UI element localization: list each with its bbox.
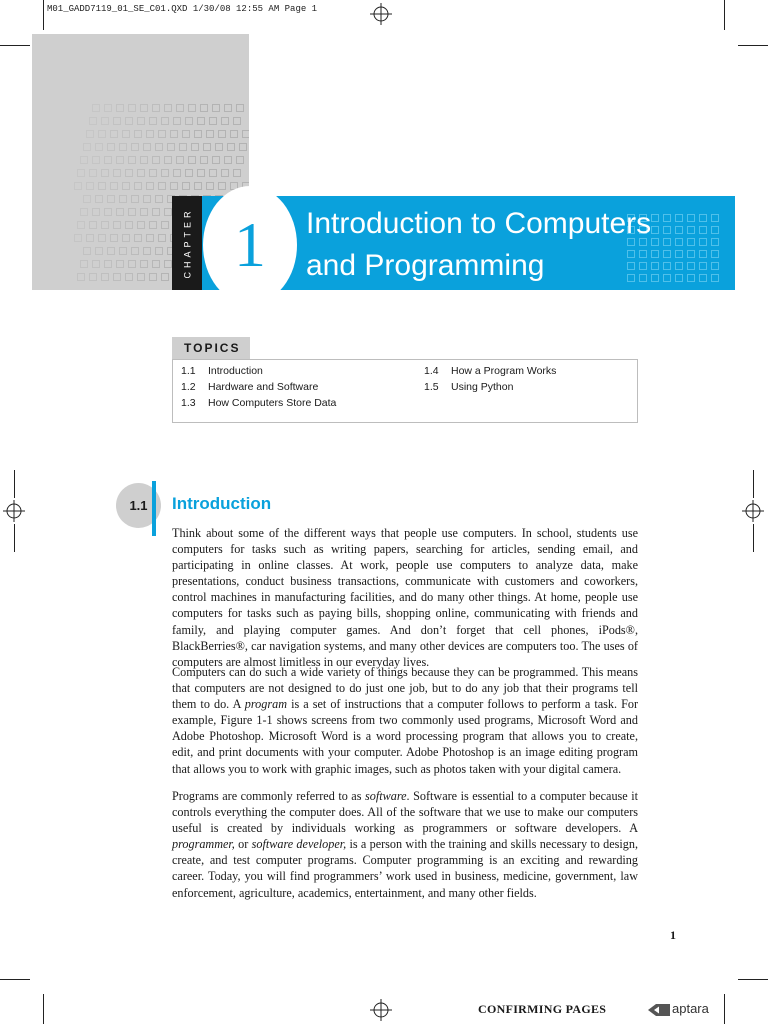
decorative-square <box>104 104 112 112</box>
chapter-title-line-1: Introduction to Computers <box>306 207 652 240</box>
decorative-square <box>218 130 226 138</box>
aptara-brand: aptara <box>672 1001 709 1016</box>
decorative-square <box>182 182 190 190</box>
decorative-square <box>146 234 154 242</box>
decorative-square <box>113 169 121 177</box>
decorative-square <box>152 208 160 216</box>
decorative-square <box>158 182 166 190</box>
decorative-square <box>236 104 244 112</box>
decorative-square <box>89 169 97 177</box>
decorative-square <box>134 234 142 242</box>
decorative-square <box>203 143 211 151</box>
decorative-square <box>80 208 88 216</box>
decorative-square <box>125 169 133 177</box>
decorative-square <box>146 182 154 190</box>
decorative-square <box>227 143 235 151</box>
decorative-square <box>116 260 124 268</box>
decorative-square <box>206 130 214 138</box>
crop-mark <box>14 470 15 498</box>
decorative-square <box>128 208 136 216</box>
decorative-square <box>134 130 142 138</box>
decorative-square <box>101 273 109 281</box>
decorative-square <box>122 182 130 190</box>
decorative-square <box>92 156 100 164</box>
decorative-square <box>152 104 160 112</box>
decorative-square <box>104 208 112 216</box>
decorative-square <box>137 169 145 177</box>
decorative-square <box>113 221 121 229</box>
decorative-square <box>188 156 196 164</box>
decorative-square <box>143 195 151 203</box>
decorative-square <box>137 117 145 125</box>
decorative-square <box>236 156 244 164</box>
section-accent-bar <box>152 481 156 536</box>
printer-slug: M01_GADD7119_01_SE_C01.QXD 1/30/08 12:55 AM Page 1 <box>47 4 318 14</box>
decorative-square <box>95 247 103 255</box>
topic-item: 1.4 How a Program Works <box>424 365 557 377</box>
decorative-square <box>149 221 157 229</box>
decorative-square <box>77 169 85 177</box>
decorative-square <box>164 208 172 216</box>
decorative-square <box>140 260 148 268</box>
decorative-square <box>173 169 181 177</box>
decorative-square <box>230 130 238 138</box>
decorative-square <box>116 104 124 112</box>
body-paragraph-2: Computers can do such a wide variety of things because they can be programmed. This means that computers are not designed to do just one job, but to do any job that their programs tell them to do. A program is a set of instructions that a computer follows to perform a task. For example, Figure 1-1 shows screens from two commonly used programs, Microsoft Word and Adobe Photoshop. Microsoft Word is a word processing program that allows you to create, edit, and print documents with your computer. Adobe Photoshop is an image editing program that allows you to work with graphic images, such as photos taken with your digital camera. <box>172 665 639 776</box>
decorative-square <box>119 247 127 255</box>
decorative-square <box>161 273 169 281</box>
decorative-square <box>137 221 145 229</box>
chapter-title-line-2: and Programming <box>306 249 545 282</box>
decorative-square <box>194 130 202 138</box>
topic-item: 1.1 Introduction <box>181 365 263 377</box>
decorative-square <box>83 247 91 255</box>
decorative-square <box>104 260 112 268</box>
decorative-square <box>119 143 127 151</box>
decorative-square <box>131 195 139 203</box>
decorative-square <box>149 117 157 125</box>
decorative-square <box>92 104 100 112</box>
decorative-square <box>125 221 133 229</box>
decorative-square <box>143 143 151 151</box>
decorative-square <box>149 273 157 281</box>
decorative-square <box>140 104 148 112</box>
crop-mark <box>14 524 15 552</box>
decorative-square <box>194 182 202 190</box>
decorative-square <box>215 143 223 151</box>
decorative-square <box>86 130 94 138</box>
decorative-square <box>116 156 124 164</box>
decorative-square <box>191 143 199 151</box>
decorative-square <box>161 169 169 177</box>
decorative-square <box>182 130 190 138</box>
decorative-square <box>119 195 127 203</box>
decorative-square <box>140 208 148 216</box>
topic-item: 1.3 How Computers Store Data <box>181 397 337 409</box>
decorative-square <box>95 143 103 151</box>
decorative-square <box>179 143 187 151</box>
section-number: 1.1 <box>129 498 148 513</box>
decorative-square <box>200 104 208 112</box>
decorative-square <box>221 169 229 177</box>
decorative-square <box>98 130 106 138</box>
decorative-square <box>83 195 91 203</box>
decorative-square <box>125 117 133 125</box>
decorative-square <box>80 156 88 164</box>
decorative-square <box>233 117 241 125</box>
decorative-square <box>164 104 172 112</box>
decorative-square <box>86 234 94 242</box>
registration-mark-icon <box>370 3 392 25</box>
decorative-square <box>197 169 205 177</box>
decorative-square <box>80 260 88 268</box>
decorative-square <box>131 247 139 255</box>
decorative-square <box>170 182 178 190</box>
decorative-square <box>110 182 118 190</box>
confirming-pages-label: CONFIRMING PAGES <box>478 1002 607 1016</box>
decorative-square <box>170 130 178 138</box>
decorative-square <box>104 156 112 164</box>
registration-mark-icon <box>3 500 25 522</box>
decorative-square <box>74 182 82 190</box>
decorative-square <box>149 169 157 177</box>
decorative-square <box>161 117 169 125</box>
decorative-square <box>101 169 109 177</box>
registration-mark-icon <box>742 500 764 522</box>
decorative-square <box>110 130 118 138</box>
body-paragraph-1: Think about some of the different ways that people use computers. In school, students use computers for tasks such as writing papers, searching for articles, sending email, and participating in online classes. At work, people use computers to analyze data, make presentations, conduct business transactions, communicate with customers and coworkers, control machines in manufacturing facilities, and do many other things. At home, people use computers for tasks such as paying bills, shopping online, communicating with friends and family, and playing computer games. And don’t forget that cell phones, iPods®, BlackBerries®, car navigation systems, and many other devices are computers too. The uses of computers are almost limitless in our everyday lives. <box>172 526 638 669</box>
chapter-number: 1 <box>234 209 266 280</box>
decorative-square <box>185 117 193 125</box>
decorative-square <box>212 104 220 112</box>
decorative-square <box>92 208 100 216</box>
decorative-square <box>152 260 160 268</box>
decorative-square <box>155 247 163 255</box>
topic-item: 1.2 Hardware and Software <box>181 381 319 393</box>
decorative-square <box>77 273 85 281</box>
decorative-square <box>92 260 100 268</box>
decorative-square <box>161 221 169 229</box>
decorative-square <box>176 104 184 112</box>
decorative-square <box>212 156 220 164</box>
decorative-square <box>122 130 130 138</box>
decorative-square <box>113 117 121 125</box>
crop-mark <box>753 470 754 498</box>
decorative-square <box>224 104 232 112</box>
decorative-square <box>122 234 130 242</box>
decorative-square <box>98 234 106 242</box>
registration-mark-icon <box>370 999 392 1021</box>
decorative-square <box>164 260 172 268</box>
decorative-square <box>128 104 136 112</box>
decorative-square <box>125 273 133 281</box>
topics-heading: TOPICS <box>172 337 250 359</box>
chapter-title <box>306 203 726 287</box>
decorative-square <box>158 234 166 242</box>
decorative-square <box>164 156 172 164</box>
section-title: Introduction <box>172 494 272 513</box>
decorative-square <box>209 117 217 125</box>
decorative-square <box>86 182 94 190</box>
decorative-square <box>224 156 232 164</box>
decorative-square <box>233 169 241 177</box>
decorative-square <box>128 156 136 164</box>
decorative-square <box>89 117 97 125</box>
decorative-square <box>95 195 103 203</box>
decorative-square <box>155 143 163 151</box>
decorative-square <box>107 143 115 151</box>
decorative-square <box>140 156 148 164</box>
chapter-label: CHAPTER <box>182 207 193 279</box>
decorative-square <box>239 143 247 151</box>
decorative-square <box>131 143 139 151</box>
decorative-square <box>128 260 136 268</box>
decorative-square <box>89 221 97 229</box>
decorative-square <box>185 169 193 177</box>
decorative-square <box>167 143 175 151</box>
decorative-square <box>200 156 208 164</box>
decorative-square <box>77 221 85 229</box>
decorative-square <box>107 195 115 203</box>
decorative-square <box>98 182 106 190</box>
decorative-square <box>89 273 97 281</box>
decorative-square <box>221 117 229 125</box>
decorative-square <box>107 247 115 255</box>
decorative-square <box>242 130 249 138</box>
page-number: 1 <box>670 928 676 942</box>
decorative-square <box>134 182 142 190</box>
decorative-square <box>188 104 196 112</box>
decorative-square <box>206 182 214 190</box>
decorative-square <box>101 221 109 229</box>
decorative-square <box>218 182 226 190</box>
decorative-square <box>113 273 121 281</box>
decorative-square <box>116 208 124 216</box>
decorative-square <box>83 143 91 151</box>
decorative-square <box>152 156 160 164</box>
decorative-square <box>197 117 205 125</box>
decorative-square <box>155 195 163 203</box>
crop-mark <box>753 524 754 552</box>
decorative-square <box>173 117 181 125</box>
decorative-square <box>74 234 82 242</box>
body-paragraph-3: Programs are commonly referred to as software. Software is essential to a computer because it controls everything the computer does. All of the software that we use to make our computers useful is created by individuals working as programmers or software developers. A programmer, or software developer, is a person with the training and skills necessary to design, create, and test computer programs. Computer programming is an exciting and rewarding career. Today, you will find programmers’ work used in business, medicine, government, law enforcement, agriculture, academics, entertainment, and many other fields. <box>172 789 638 900</box>
decorative-square <box>209 169 217 177</box>
decorative-square <box>137 273 145 281</box>
decorative-square <box>158 130 166 138</box>
decorative-square <box>110 234 118 242</box>
decorative-square <box>176 156 184 164</box>
topics-box <box>172 359 638 423</box>
decorative-square <box>146 130 154 138</box>
aptara-logo-icon <box>648 1004 670 1016</box>
decorative-square <box>143 247 151 255</box>
decorative-square <box>101 117 109 125</box>
topic-item: 1.5 Using Python <box>424 381 514 393</box>
